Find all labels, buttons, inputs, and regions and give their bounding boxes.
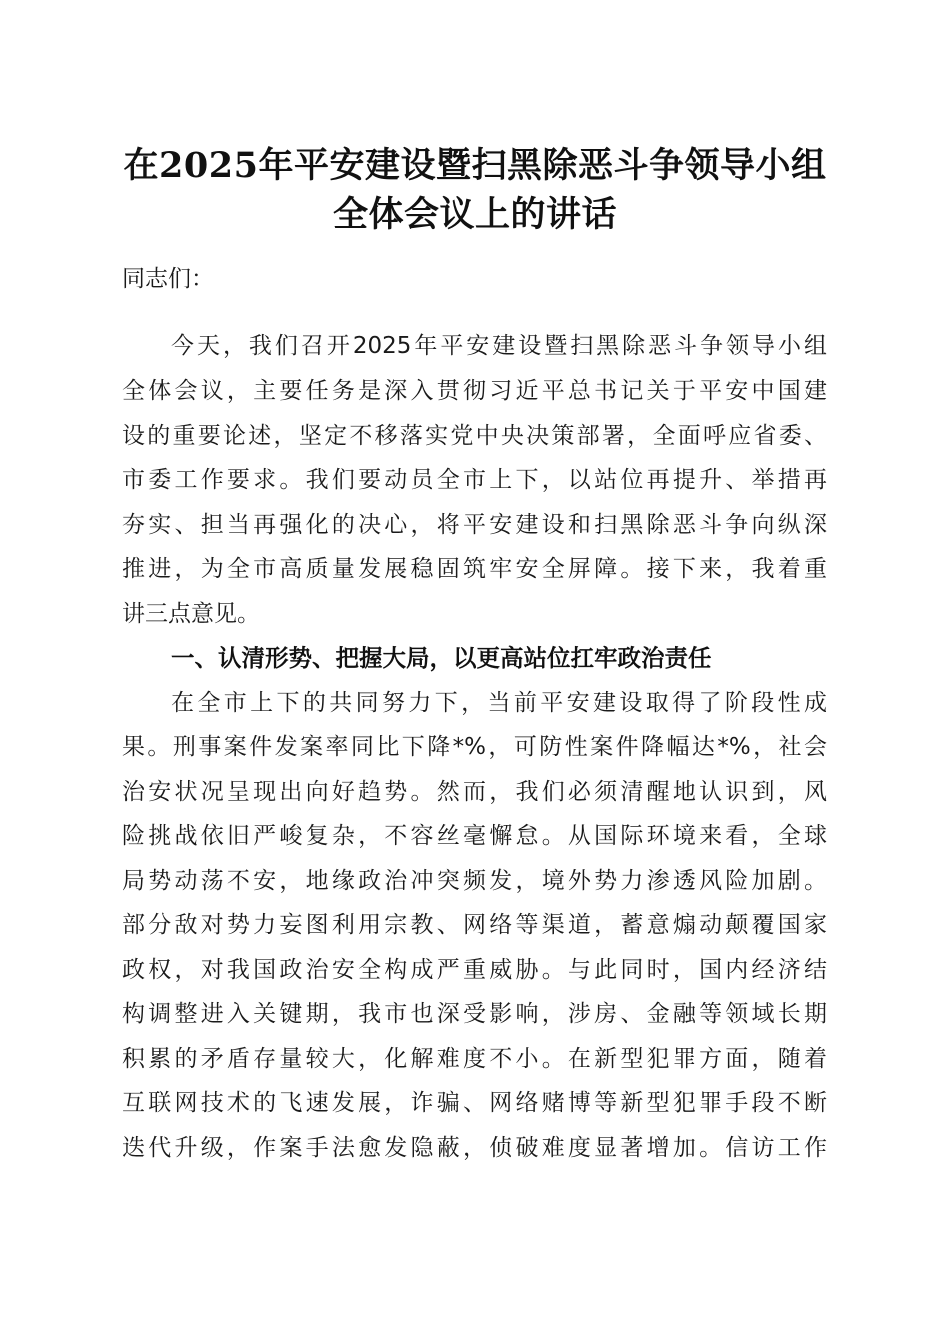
- section-heading-1: 一、认清形势、把握大局，以更高站位扛牢政治责任: [171, 644, 712, 672]
- paragraph-2-line: 积累的矛盾存量较大，化解难度不小。在新型犯罪方面，随着: [122, 1046, 827, 1072]
- paragraph-1-line: 夯实、担当再强化的决心，将平安建设和扫黑除恶斗争向纵深: [122, 512, 827, 538]
- paragraph-2-line: 部分敌对势力妄图利用宗教、网络等渠道，蓄意煽动颠覆国家: [122, 912, 827, 938]
- paragraph-1-line: 市委工作要求。我们要动员全市上下，以站位再提升、举措再: [122, 467, 827, 493]
- paragraph-2-line: 互联网技术的飞速发展，诈骗、网络赌博等新型犯罪手段不断: [122, 1090, 827, 1116]
- paragraph-1-line: 讲三点意见。: [122, 601, 260, 627]
- paragraph-2-line: 政权，对我国政治安全构成严重威胁。与此同时，国内经济结: [122, 957, 827, 983]
- paragraph-2-line: 在全市上下的共同努力下，当前平安建设取得了阶段性成: [171, 690, 827, 716]
- paragraph-1-line: 推进，为全市高质量发展稳固筑牢安全屏障。接下来，我着重: [122, 556, 827, 582]
- paragraph-2-line: 局势动荡不安，地缘政治冲突频发，境外势力渗透风险加剧。: [122, 868, 827, 894]
- paragraph-1-line: 设的重要论述，坚定不移落实党中央决策部署，全面呼应省委、: [122, 423, 827, 449]
- paragraph-2-line: 治安状况呈现出向好趋势。然而，我们必须清醒地认识到，风: [122, 779, 827, 805]
- document-title-line-1: 在2025年平安建设暨扫黑除恶斗争领导小组: [123, 145, 827, 186]
- paragraph-2-line: 构调整进入关键期，我市也深受影响，涉房、金融等领域长期: [122, 1001, 827, 1027]
- salutation: 同志们：: [122, 266, 214, 292]
- paragraph-1-line: 全体会议，主要任务是深入贯彻习近平总书记关于平安中国建: [122, 378, 827, 404]
- paragraph-2-line: 果。刑事案件发案率同比下降*%，可防性案件降幅达*%，社会: [122, 734, 827, 760]
- paragraph-2-line: 迭代升级，作案手法愈发隐蔽，侦破难度显著增加。信访工作: [122, 1135, 827, 1161]
- paragraph-2-line: 险挑战依旧严峻复杂，不容丝毫懈怠。从国际环境来看，全球: [122, 823, 827, 849]
- document-title-line-2: 全体会议上的讲话: [332, 194, 617, 235]
- paragraph-1-line: 今天，我们召开2025年平安建设暨扫黑除恶斗争领导小组: [171, 333, 827, 359]
